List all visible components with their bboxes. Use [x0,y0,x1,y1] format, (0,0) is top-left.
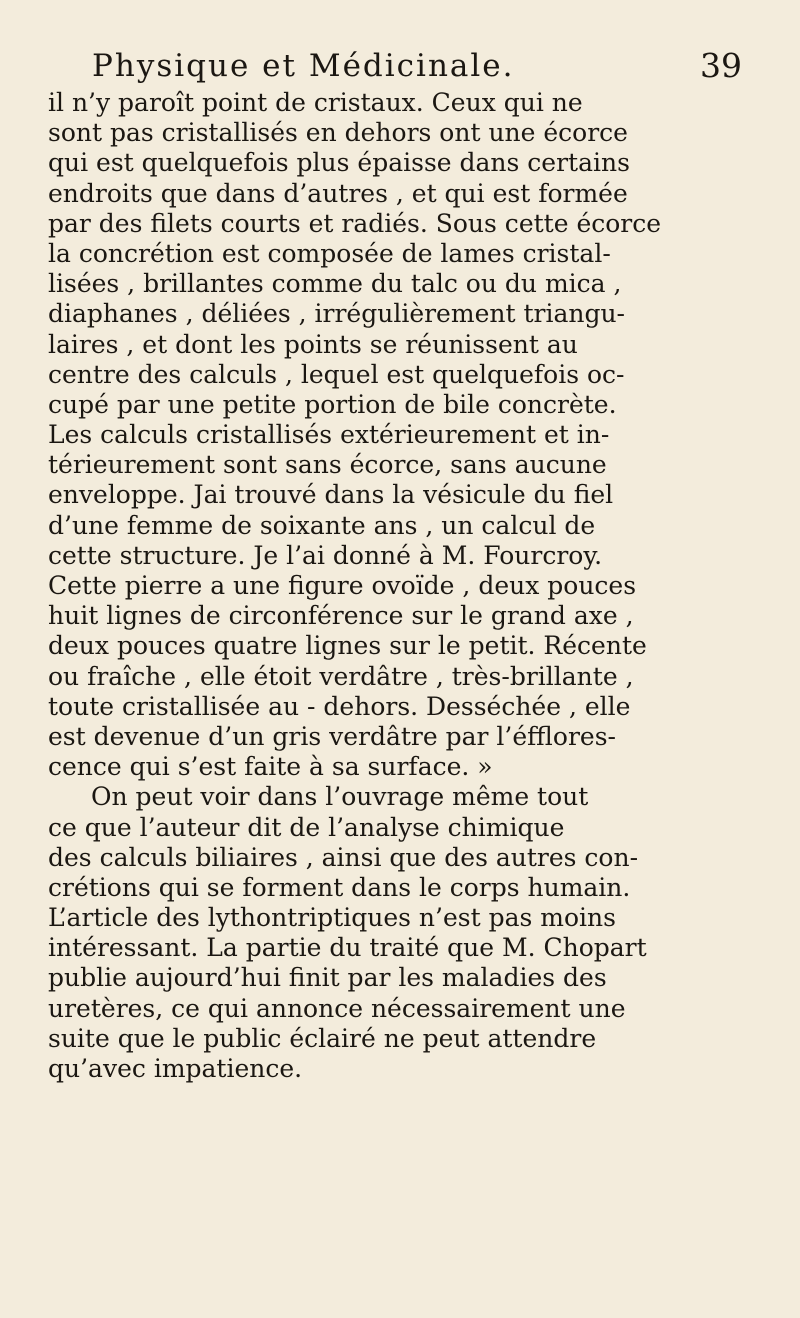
text-line: qu’avec impatience. [48,1054,303,1083]
text-line: cette structure. Je l’ai donné à M. Fourcroy. [48,540,603,570]
text-line: centre des calculs , lequel est quelquefois oc- [48,359,625,389]
text-line: uretères, ce qui annonce nécessairement une [48,993,626,1023]
body-text [48,88,756,1084]
text-line: est devenue d’un gris verdâtre par l’éfflores- [48,721,616,751]
text-line: suite que le public éclairé ne peut attendre [48,1023,597,1053]
text-line: d’une femme de soixante ans , un calcul de [48,510,596,540]
text-line: Les calculs cristallisés extérieurement et in- [48,420,610,450]
text-line: térieurement sont sans écorce, sans aucune [48,450,607,480]
text-line: L’article des lythontriptiques n’est pas moins [48,903,616,933]
text-line: il n’y paroît point de cristaux. Ceux qui ne [48,88,583,117]
running-head [92,38,742,94]
text-line: qui est quelquefois plus épaisse dans certains [48,148,630,178]
text-line: lisées , brillantes comme du talc ou du mica , [48,269,622,299]
text-line: deux pouces quatre lignes sur le petit. Récente [48,631,647,661]
text-line: ce que l’auteur dit de l’analyse chimique [48,812,565,842]
text-line: intéressant. La partie du traité que M. Chopart [48,933,647,963]
text-line: laires , et dont les points se réunissent au [48,329,578,359]
paragraph-first-line: On peut voir dans l’ouvrage même tout [91,782,589,812]
text-line: par des filets courts et radiés. Sous cette écorce [48,208,662,238]
text-line: diaphanes , déliées , irrégulièrement triangu- [48,299,626,329]
text-line: endroits que dans d’autres , et qui est formée [48,178,628,208]
text-line: huit lignes de circonférence sur le grand axe , [48,601,634,631]
text-line: la concrétion est composée de lames cristal- [48,238,611,268]
text-line: cupé par une petite portion de bile concrète. [48,389,617,419]
text-line: des calculs biliaires , ainsi que des autres con- [48,842,639,872]
text-line: crétions qui se forment dans le corps humain. [48,872,631,902]
text-line: cence qui s’est faite à sa surface. » [48,752,493,782]
text-line: ou fraîche , elle étoit verdâtre , très-brillante , [48,661,634,691]
text-line: enveloppe. Jai trouvé dans la vésicule du fiel [48,480,614,510]
text-line: sont pas cristallisés en dehors ont une écorce [48,118,628,148]
running-head-title: Physique et Médicinale. [92,48,515,84]
text-line: publie aujourd’hui finit par les maladies des [48,963,607,993]
page-number: 39 [700,46,742,85]
text-line: Cette pierre a une figure ovoïde , deux pouces [48,571,637,600]
text-line: toute cristallisée au - dehors. Desséchée , elle [48,691,631,721]
